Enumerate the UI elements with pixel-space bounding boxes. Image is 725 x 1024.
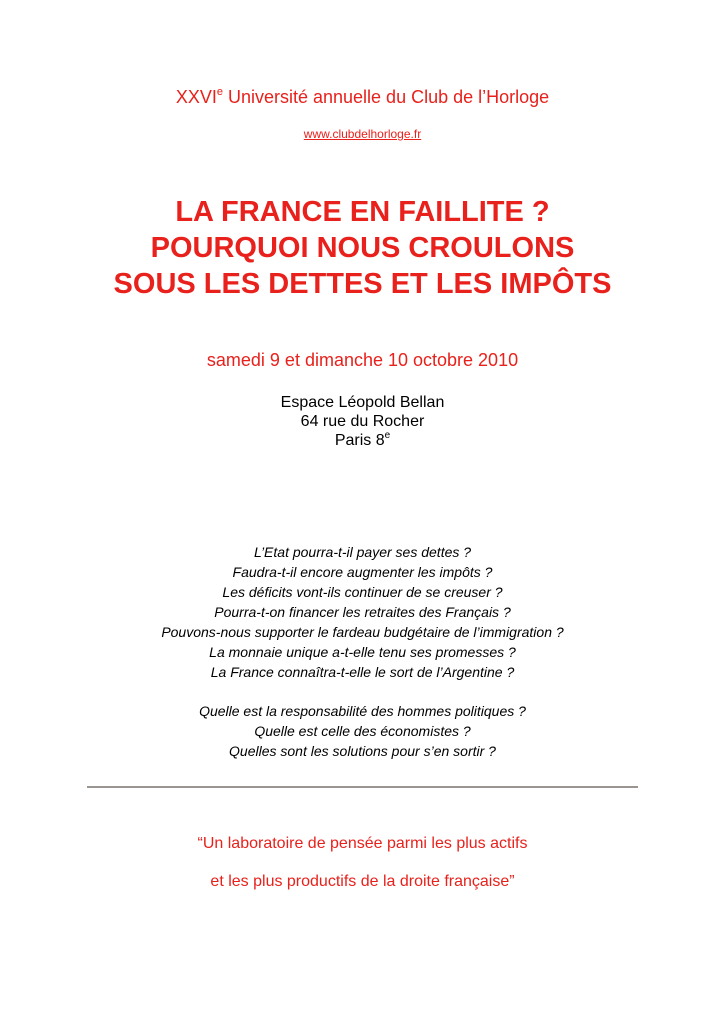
question-item: Quelle est celle des économistes ? [254,723,471,739]
question-item: La France connaîtra-t-elle le sort de l’Argentine ? [210,664,515,680]
venue-city-text: Paris 8 [334,432,385,449]
quote-line-2: et les plus productifs de la droite française” [210,873,515,890]
question-item: L’Etat pourra-t-il payer ses dettes ? [253,544,472,560]
venue-city [0,431,725,450]
edition-superscript: e [216,86,223,98]
venue-block [0,393,725,450]
closing-quote [0,825,725,901]
question-item: Quelles sont les solutions pour s’en sortir ? [229,743,496,759]
quote-line-1: “Un laboratoire de pensée parmi les plus actifs [197,835,528,852]
venue-city-superscript: e [384,430,391,441]
question-item: Faudra-t-il encore augmenter les impôts ? [232,564,493,580]
questions-group-1 [0,542,725,682]
title-line-3: SOUS LES DETTES ET LES IMPÔTS [113,268,612,300]
edition-heading [0,86,725,108]
edition-title: Université annuelle du Club de l’Horloge [222,87,550,107]
question-item: Les déficits vont-ils continuer de se creuser ? [222,584,503,600]
question-item: La monnaie unique a-t-elle tenu ses promesses ? [209,644,516,660]
title-line-2: POURQUOI NOUS CROULONS [150,232,575,264]
venue-address: 64 rue du Rocher [300,413,425,430]
event-dates: samedi 9 et dimanche 10 octobre 2010 [206,350,519,370]
questions-group-2 [0,701,725,761]
venue-name: Espace Léopold Bellan [280,394,445,411]
edition-number: XXVI [175,87,217,107]
website-link[interactable]: www.clubdelhorloge.fr [303,127,422,141]
title-line-1: LA FRANCE EN FAILLITE ? [175,196,550,228]
main-title [0,194,725,302]
question-item: Pouvons-nous supporter le fardeau budgétaire de l’immigration ? [161,624,564,640]
section-divider [87,786,638,788]
question-item: Pourra-t-on financer les retraites des Français ? [214,604,511,620]
question-item: Quelle est la responsabilité des hommes politiques ? [199,703,526,719]
